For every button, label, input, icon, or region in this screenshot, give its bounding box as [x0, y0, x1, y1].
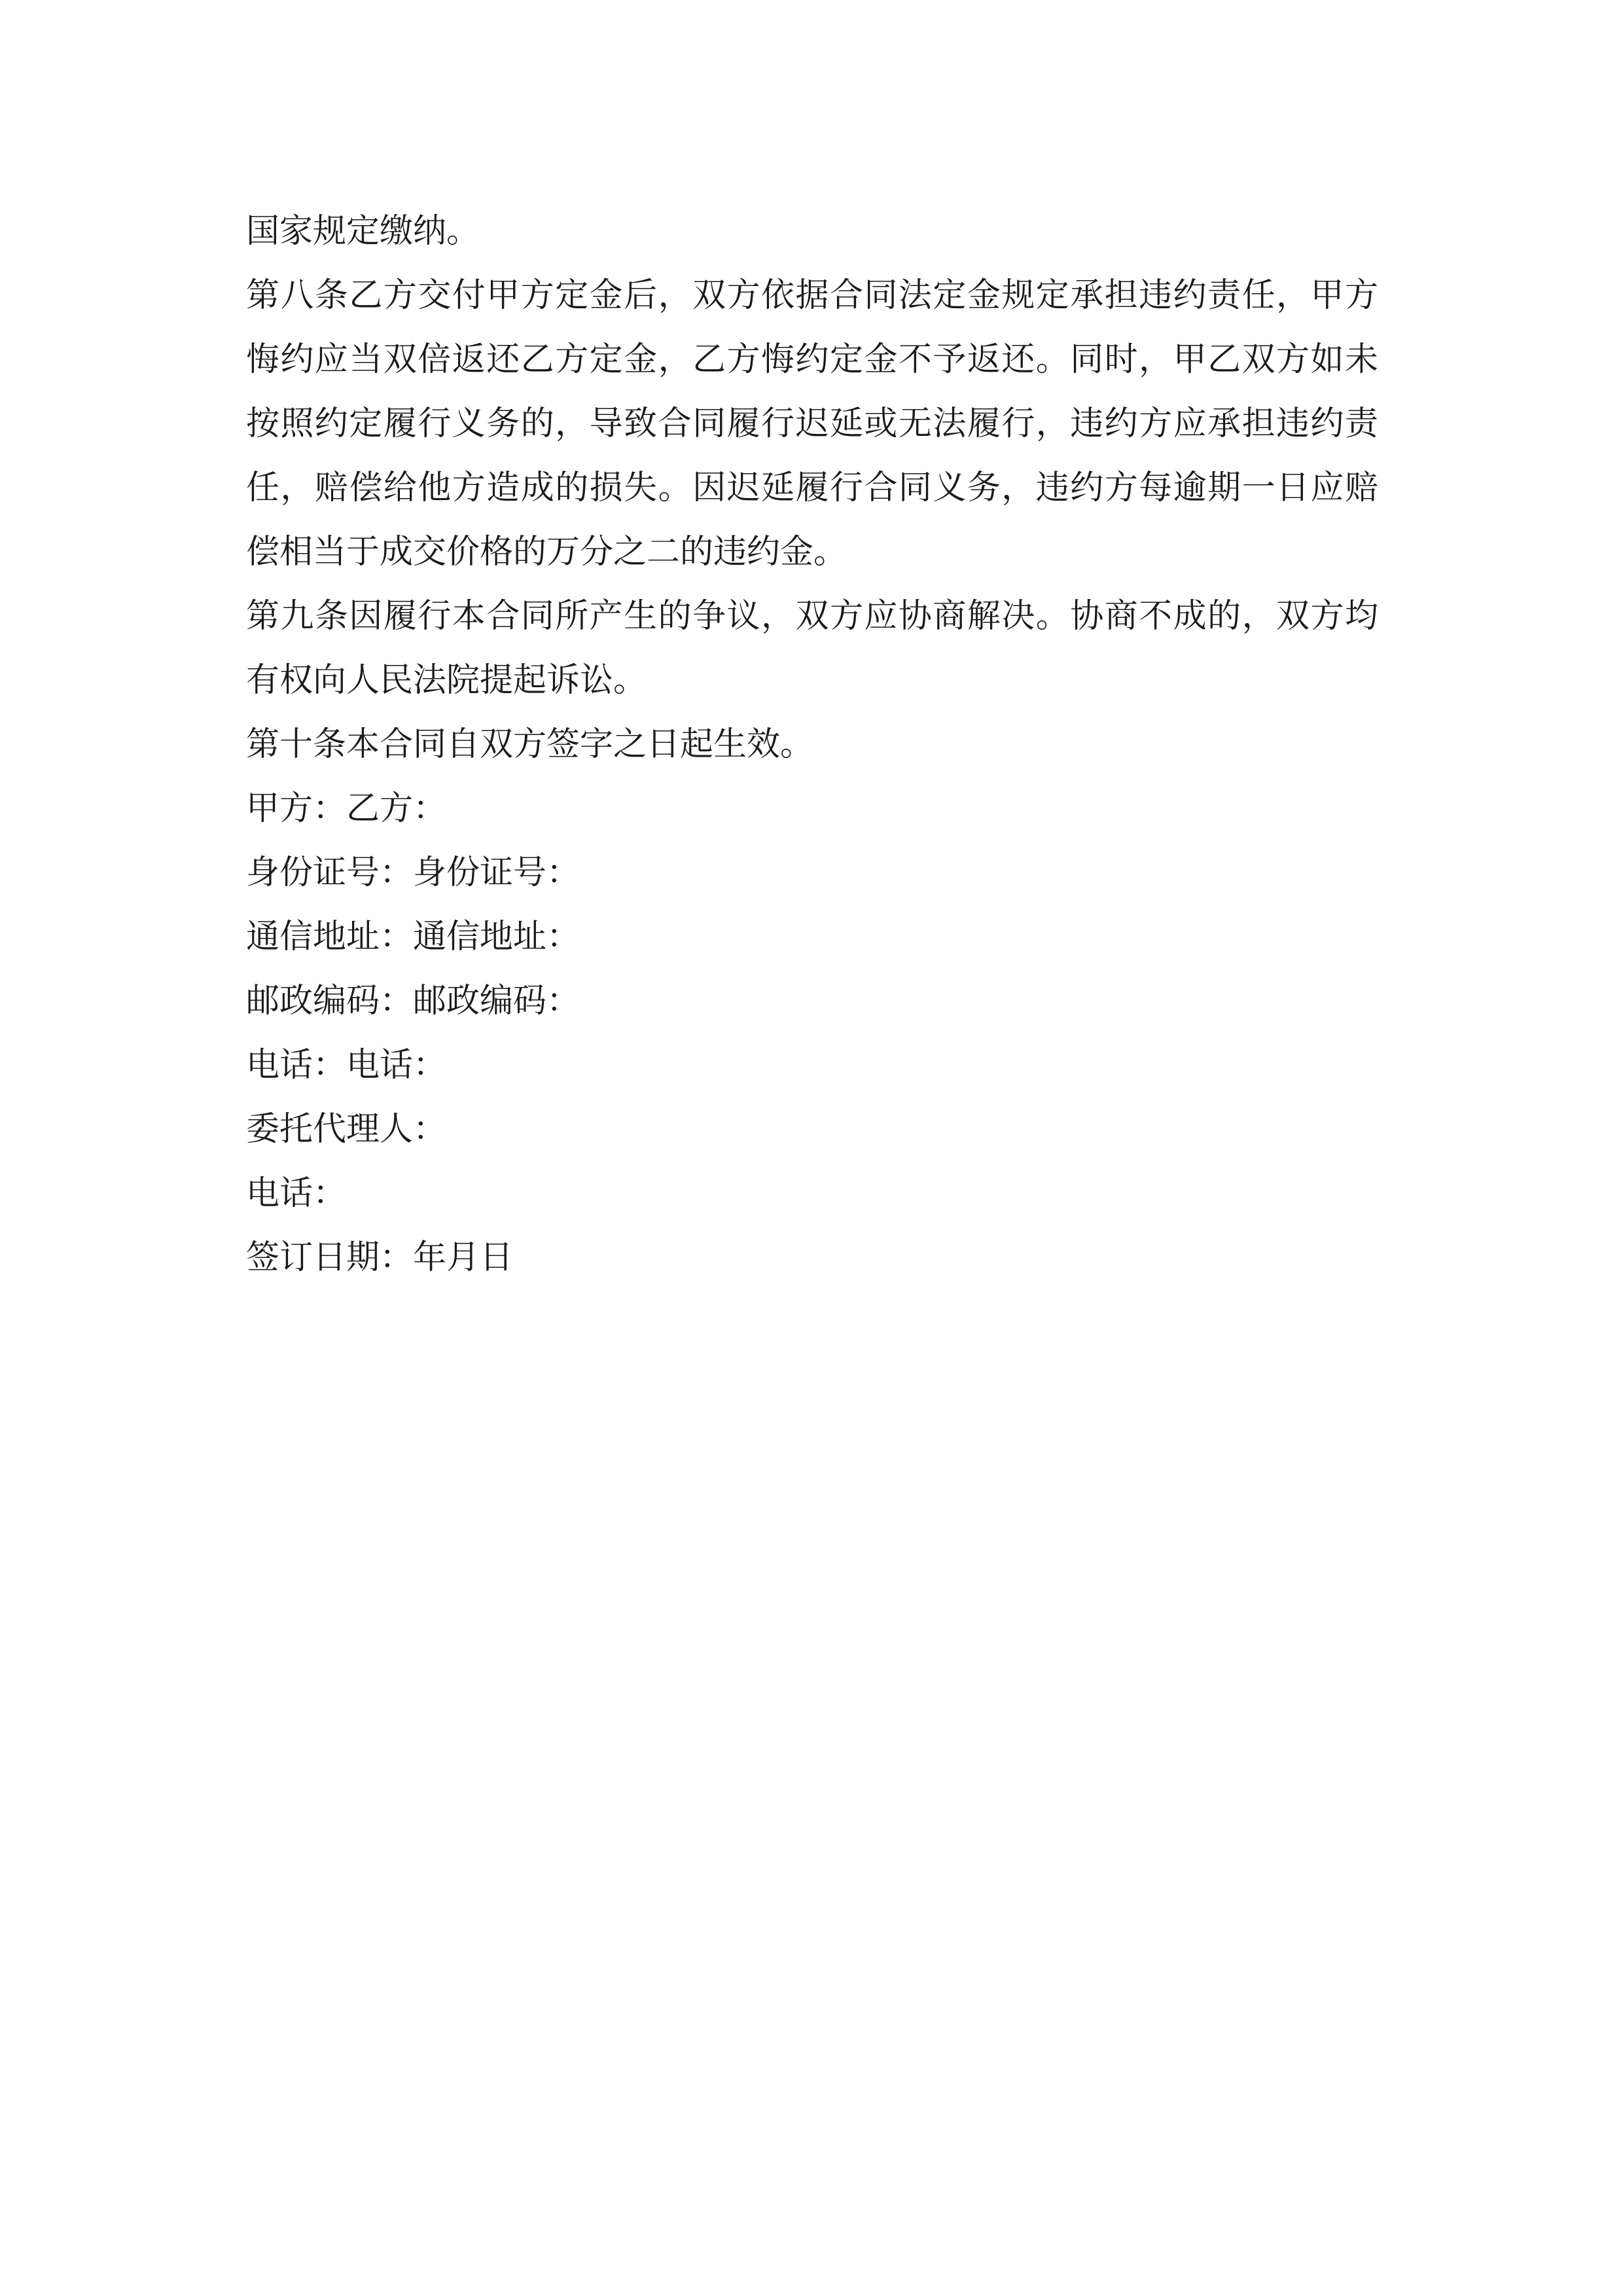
- paragraph-tax-clause-end: 国家规定缴纳。: [246, 212, 480, 251]
- parties-line: 甲方：乙方：: [246, 789, 447, 828]
- address-line: 通信地址：通信地址：: [246, 918, 580, 956]
- sign-date-line: 签订日期：年月日: [246, 1238, 514, 1277]
- paragraph-article-9: 第九条因履行本合同所产生的争议，双方应协商解决。协商不成的，双方均有权向人民法院提起诉讼。: [246, 597, 1378, 700]
- agent-phone-line: 电话：: [246, 1174, 347, 1213]
- phone-line: 电话：电话：: [246, 1046, 447, 1085]
- id-number-line: 身份证号：身份证号：: [246, 853, 580, 892]
- paragraph-article-8: 第八条乙方交付甲方定金后，双方依据合同法定金规定承担违约责任，甲方悔约应当双倍返还乙方定金，乙方悔约定金不予返还。同时，甲乙双方如未按照约定履行义务的，导致合同履行迟延或无法履行，违约方应承担违约责任，赔偿给他方造成的损失。因迟延履行合同义务，违约方每逾期一日应赔偿相当于成交价格的万分之二的违约金。: [246, 276, 1378, 571]
- signature-block: [246, 777, 1378, 1290]
- paragraph-article-10: 第十条本合同自双方签字之日起生效。: [246, 725, 814, 764]
- postal-code-line: 邮政编码：邮政编码：: [246, 982, 580, 1020]
- document-body: [246, 200, 1378, 1290]
- agent-line: 委托代理人：: [246, 1110, 447, 1149]
